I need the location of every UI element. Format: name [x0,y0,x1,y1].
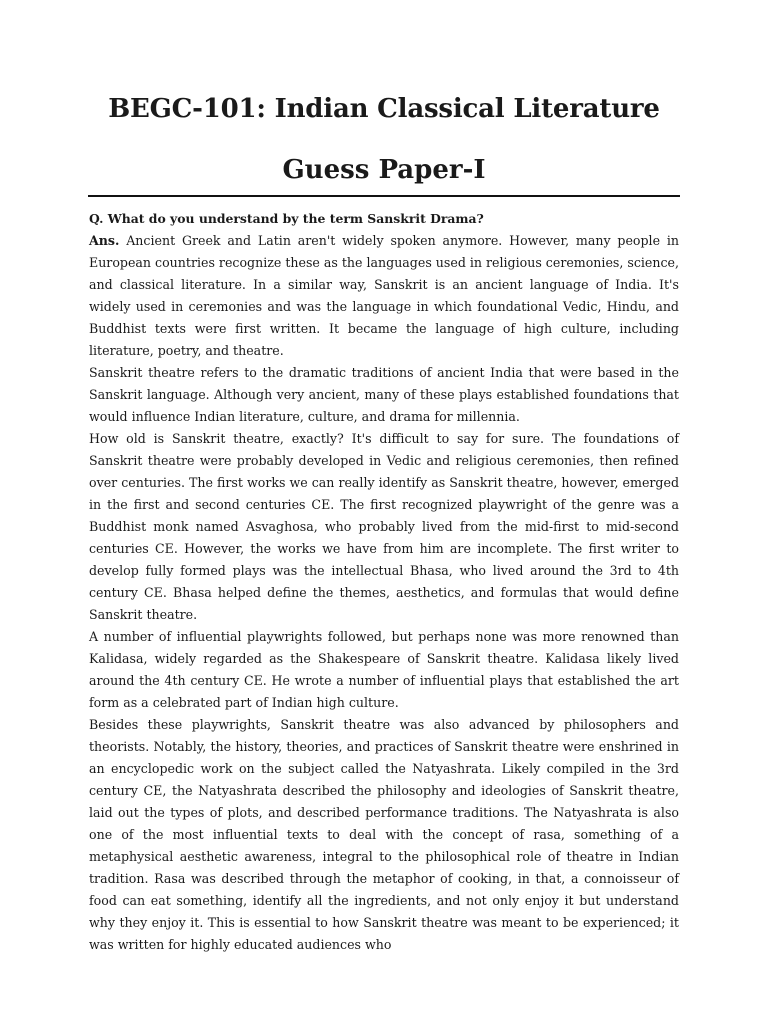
answer-label: Ans. [89,233,120,248]
question-heading: Q. What do you understand by the term Sanskrit Drama? [89,211,484,226]
answer-paragraph-2: Sanskrit theatre refers to the dramatic traditions of ancient India that were based in the Sanskrit language. Although very ancient, many of these plays established foundations that would influence Indian literature, culture, and drama for millennia. [89,365,679,424]
answer-paragraph-1 [89,230,679,362]
answer-paragraph-5: Besides these playwrights, Sanskrit theatre was also advanced by philosophers and theorists. Notably, the history, theories, and practices of Sanskrit theatre were enshrined in an encyclopedic work on the subject called the Natyashrata. Likely compiled in the 3rd century CE, the Natyashrata described the philosophy and ideologies of Sanskrit theatre, laid out the types of plots, and described performance traditions. The Natyashrata is also one of the most influential texts to deal with the concept of rasa, something of a metaphysical aesthetic awareness, integral to the philosophical role of theatre in Indian tradition. Rasa was described through the metaphor of cooking, in that, a connoisseur of food can eat something, identify all the ingredients, and not only enjoy it but understand why they enjoy it. This is essential to how Sanskrit theatre was meant to be experienced; it was written for highly educated audiences who [89,717,679,952]
answer-paragraph-4: A number of influential playwrights followed, but perhaps none was more renowned than Kalidasa, widely regarded as the Shakespeare of Sanskrit theatre. Kalidasa likely lived around the 4th century CE. He wrote a number of influential plays that established the art form as a celebrated part of Indian high culture. [89,629,679,710]
document-body [89,208,679,956]
title-divider [88,195,680,197]
answer-paragraph-1-text: Ancient Greek and Latin aren't widely spoken anymore. However, many people in European countries recognize these as the languages used in religious ceremonies, science, and classical literature. In a similar way, Sanskrit is an ancient language of India. It's widely used in ceremonies and was the language in which foundational Vedic, Hindu, and Buddhist texts were first written. It became the language of high culture, including literature, poetry, and theatre. [89,233,679,358]
page-title: BEGC-101: Indian Classical Literature [108,94,660,124]
page-subtitle: Guess Paper-I [282,155,486,185]
answer-paragraph-3: How old is Sanskrit theatre, exactly? It's difficult to say for sure. The foundations of Sanskrit theatre were probably developed in Vedic and religious ceremonies, then refined over centuries. The first works we can really identify as Sanskrit theatre, however, emerged in the first and second centuries CE. The first recognized playwright of the genre was a Buddhist monk named Asvaghosa, who probably lived from the mid-first to mid-second centuries CE. However, the works we have from him are incomplete. The first writer to develop fully formed plays was the intellectual Bhasa, who lived around the 3rd to 4th century CE. Bhasa helped define the themes, aesthetics, and formulas that would define Sanskrit theatre. [89,431,679,622]
